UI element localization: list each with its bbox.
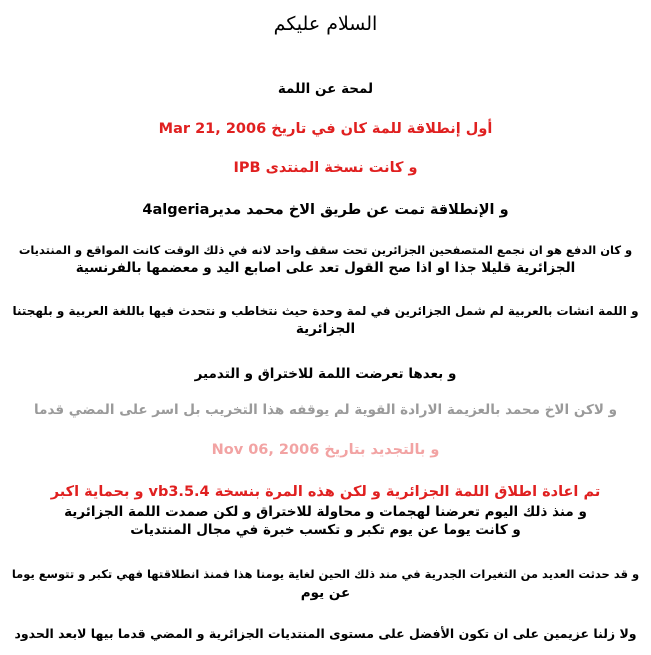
ambition-line: ولا زلنا عزيمين على ان تكون الأفضل على مستوى المنتديات الجزائرية و المضي قدما بيها لابعد الحدود xyxy=(14,626,637,641)
attacks-line: و بعدها تعرضت اللمة للاختراق و التدمير xyxy=(194,366,457,382)
launch-date-line: أول إنطلاقة للمة كان في تاريخ Mar 21, 2006 xyxy=(158,121,493,137)
changes-line-2: عن يوم xyxy=(300,585,351,601)
section-heading: لمحة عن اللمة xyxy=(277,81,374,97)
changes-line-1: و قد حدثت العديد من التغيرات الجدرية في مند ذلك الحين لغاية يومنا هذا فمنذ انطلاقتها فهي تكبر و تتوسع يوما xyxy=(11,567,640,581)
motive-line-2: الجزائرية قليلا جذا او اذا صح القول تعد على اصابع اليد و معضمها بالفرنسية xyxy=(75,260,576,276)
motive-line-1: و كان الدفع هو ان نجمع المتصفحين الجزائرين تحت سقف واحد لانه في ذلك الوقت كانت المواقع و المنتديات xyxy=(18,243,633,257)
renewal-date-line: و بالتجديد بتاريخ Nov 06, 2006 xyxy=(211,442,440,458)
unity-line-2: الجزائرية xyxy=(295,321,356,337)
greeting-title: السلام عليكم xyxy=(273,13,378,35)
ipb-version-line: و كانت نسخة المنتدى IPB xyxy=(233,160,418,176)
resolve-line: و لاكن الاخ محمد بالعزيمة الارادة القوية لم يوقفه هذا التخريب بل اسر على المضي قدما xyxy=(34,402,617,418)
resilience-line-2: و كانت يوما عن يوم تكبر و تكسب خبرة في مجال المنتديات xyxy=(130,522,521,538)
unity-line-1: و اللمة انشات بالعربية لم شمل الجزائرين في لمة وحدة حيث نتخاطب و نتحدث فيها باللغة العربية و بلهجتنا xyxy=(12,304,639,318)
founder-line: و الإنطلاقة تمت عن طريق الاخ محمد مدير4algeria xyxy=(142,202,509,218)
resilience-line-1: و منذ ذلك اليوم تعرضنا لهجمات و محاولة للاختراق و لكن صمدت اللمة الجزائرية xyxy=(64,504,587,520)
relaunch-line: تم اعادة اطلاق اللمة الجزائرية و لكن هذه المرة بنسخة vb3.5.4 و بحماية اكبر xyxy=(50,484,601,500)
